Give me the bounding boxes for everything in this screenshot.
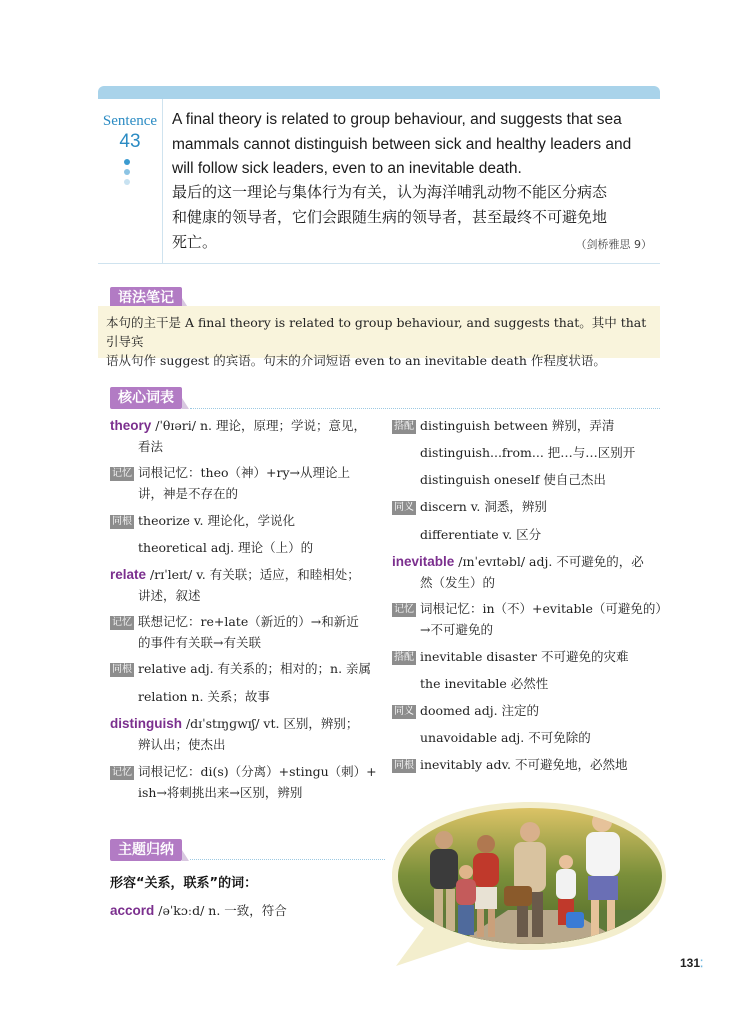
tag-memory: 记忆 <box>112 767 132 778</box>
section-divider <box>190 859 385 860</box>
headword: relate <box>110 567 147 582</box>
note-text: 的事件有关联→有关联 <box>138 635 261 650</box>
tag-root: 同根 <box>394 760 414 771</box>
grammar-line: 本句的主干是 A final theory is related to group behaviour, and suggests that。其中 that 引导宾 <box>106 315 647 349</box>
grammar-notes-text <box>106 313 656 370</box>
note-text: distinguish between 辨别，弄清 <box>420 418 615 433</box>
sentence-chinese-line: 最后的这一理论与集体行为有关，认为海洋哺乳动物不能区分病态 <box>172 183 608 201</box>
sentence-source: （剑桥雅思 9） <box>575 238 652 251</box>
tag-memory: 记忆 <box>112 617 132 628</box>
section-divider <box>190 408 660 409</box>
note-text: relative adj. 有关系的；相对的；n. 亲属 <box>138 661 372 676</box>
definition-cont: 讲述，叙述 <box>138 588 201 603</box>
note-text: relation n. 关系；故事 <box>138 689 270 704</box>
entry-relate <box>110 566 360 584</box>
theme-summary-title: 主题归纳 <box>110 839 182 861</box>
tag-root: 同根 <box>112 516 132 527</box>
memory-note <box>110 464 350 482</box>
note-text: 词根记忆：theo（神）+ry→从理论上 <box>138 465 350 480</box>
root-note <box>110 660 371 678</box>
headword: accord <box>110 903 155 918</box>
note-text: differentiate v. 区分 <box>420 527 542 542</box>
sentence-chinese-line: 和健康的领导者，它们会跟随生病的领导者，甚至最终不可避免地 <box>172 208 608 226</box>
note-text: 联想记忆：re+late（新近的）→和新近 <box>138 614 359 629</box>
synonym-note <box>392 702 539 720</box>
page-number <box>680 956 703 970</box>
headword: inevitable <box>392 554 455 569</box>
note-text: the inevitable 必然性 <box>420 676 549 691</box>
theme-heading: 形容“关系，联系”的词： <box>110 876 258 891</box>
root-note <box>110 512 295 530</box>
sentence-number: 43 <box>119 131 141 152</box>
tag-memory: 记忆 <box>394 604 414 615</box>
grammar-line: 语从句作 suggest 的宾语。句末的介词短语 even to an inevitable death 作程度状语。 <box>106 353 606 368</box>
tag-synonym: 同义 <box>394 502 414 513</box>
page-number-text: 131 <box>680 956 701 970</box>
core-vocab-title: 核心词表 <box>110 387 182 409</box>
entry-theory <box>110 417 366 435</box>
entry-inevitable <box>392 553 644 571</box>
memory-note <box>392 600 668 618</box>
picnic-basket <box>504 886 532 906</box>
note-text: theorize v. 理论化，学说化 <box>138 513 295 528</box>
dot-marker <box>124 179 130 185</box>
note-text: 词根记忆：in（不）+evitable（可避免的） <box>420 601 668 616</box>
note-text: discern v. 洞悉，辨别 <box>420 499 547 514</box>
note-text: →不可避免的 <box>420 622 493 637</box>
cooler-box <box>566 912 584 928</box>
tag-memory: 记忆 <box>112 468 132 479</box>
definition: /rɪˈleɪt/ v. 有关联；适应，和睦相处； <box>146 567 360 582</box>
note-text: inevitable disaster 不可避免的灾难 <box>420 649 629 664</box>
headword: distinguish <box>110 716 182 731</box>
page-dots: ⁚ <box>700 959 704 970</box>
root-note <box>392 756 628 774</box>
tag-root: 同根 <box>112 664 132 675</box>
memory-note <box>110 763 377 781</box>
note-text: inevitably adv. 不可避免地，必然地 <box>420 757 628 772</box>
note-text: distinguish oneself 使自己杰出 <box>420 472 606 487</box>
collocation-note <box>392 417 614 435</box>
grammar-notes-title: 语法笔记 <box>110 287 182 309</box>
note-text: ish→将刺挑出来→区别，辨别 <box>138 785 303 800</box>
sentence-chinese-line: 死亡。 <box>172 233 218 251</box>
note-text: 词根记忆：di(s)（分离）+stingu（刺）+ <box>138 764 377 779</box>
note-text: unavoidable adj. 不可免除的 <box>420 730 591 745</box>
headword: theory <box>110 418 152 433</box>
definition: /ɪnˈevɪtəbl/ adj. 不可避免的，必 <box>454 554 644 569</box>
definition-cont: 然（发生）的 <box>420 575 496 590</box>
definition: /dɪˈstɪŋɡwɪʃ/ vt. 区别，辨别； <box>182 716 359 731</box>
memory-note <box>110 613 359 631</box>
sentence-english: A final theory is related to group behaviour, and suggests that sea mammals cannot distinguish between sick and healthy leaders and will follow sick leaders, even to an inevitable death. <box>172 111 632 177</box>
sentence-label: Sentence <box>102 113 158 129</box>
dot-marker <box>124 159 130 165</box>
family-photo-bubble <box>388 800 666 968</box>
entry-accord <box>110 901 287 919</box>
note-text: doomed adj. 注定的 <box>420 703 540 718</box>
definition: /ˈθɪəri/ n. 理论，原理；学说；意见， <box>151 418 366 433</box>
dot-marker <box>124 169 130 175</box>
tag-collocation: 搭配 <box>394 421 414 432</box>
note-text: 讲，神是不存在的 <box>138 486 239 501</box>
tag-collocation: 搭配 <box>394 652 414 663</box>
definition: /əˈkɔːd/ n. 一致，符合 <box>154 903 287 918</box>
sentence-card-tab <box>98 86 660 99</box>
note-text: theoretical adj. 理论（上）的 <box>138 540 314 555</box>
collocation-note <box>392 648 629 666</box>
definition-cont: 看法 <box>138 439 164 454</box>
entry-distinguish <box>110 715 358 733</box>
synonym-note <box>392 498 547 516</box>
definition-cont: 辨认出；使杰出 <box>138 737 226 752</box>
note-text: distinguish...from... 把…与…区别开 <box>420 445 636 460</box>
tag-synonym: 同义 <box>394 706 414 717</box>
